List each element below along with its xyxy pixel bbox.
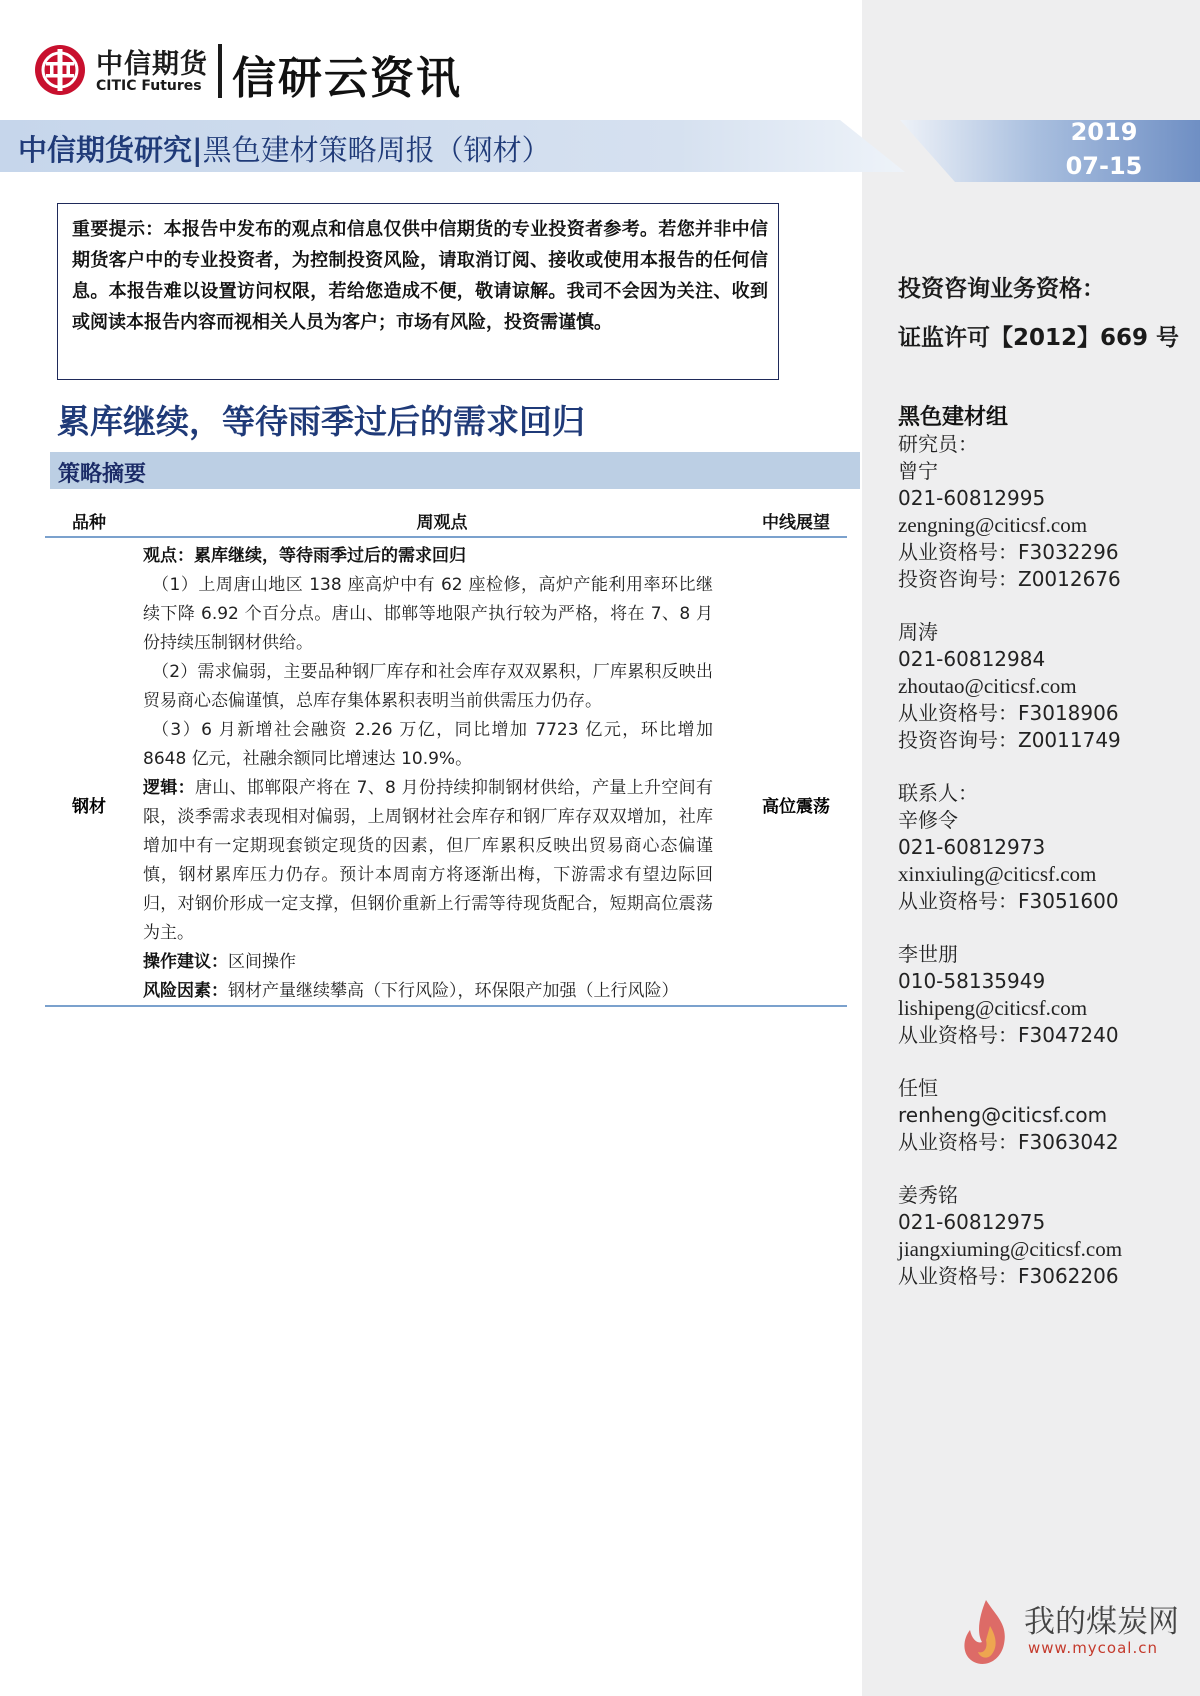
section-header-strategy — [50, 452, 860, 489]
header-weekly-view: 周观点 — [416, 513, 468, 533]
contact-name: 任恒 — [898, 1076, 938, 1100]
risk-line — [143, 977, 713, 1006]
logic-text: 唐山、邯郸限产将在 7、8 月份持续抑制钢材供给，产量上升空间有限，淡季需求表现相对偏弱，上周钢材社会库存和钢厂库存双双增加，社库增加中有一定期现套锁定现货的因素，但厂库累积反映出贸易商心态偏谨慎，钢材累库压力仍存。预计本周南方将逐渐出梅，下游需求有望边际回归，对钢价形成一定支撑，但钢价重新上行需等待现货配合，短期高位震荡为主。 — [143, 778, 713, 943]
researcher-advisory: 投资咨询号：Z0011749 — [898, 728, 1121, 752]
brand-title: 信研云资讯 — [232, 53, 462, 104]
advice-line — [143, 948, 713, 977]
logo-divider — [218, 44, 222, 98]
contact-cert: 从业资格号：F3047240 — [898, 1023, 1119, 1047]
company-name-cn: 中信期货 — [96, 49, 208, 80]
table-header-row — [45, 502, 847, 538]
risk-label: 风险因素： — [143, 981, 228, 1001]
disclaimer-box: 重要提示：本报告中发布的观点和信息仅供中信期货的专业投资者参考。若您并非中信期货客户中的专业投资者，为控制投资风险，请取消订阅、接收或使用本报告的任何信息。本报告难以设置访问权限，若给您造成不便，敬请谅解。我司不会因为关注、收到或阅读本报告内容而视相关人员为客户；市场有风险，投资需谨慎。 — [57, 203, 779, 380]
advice-text: 区间操作 — [228, 952, 296, 972]
researcher-phone: 021-60812995 — [898, 486, 1046, 510]
contact-name: 李世朋 — [898, 942, 958, 966]
site-watermark — [956, 1596, 1186, 1676]
cell-weekly-view — [143, 542, 713, 1006]
researcher-cert: 从业资格号：F3018906 — [898, 701, 1119, 725]
banner-title-main: 中信期货研究 — [18, 133, 193, 167]
cell-outlook: 高位震荡 — [762, 797, 830, 817]
watermark-url: www.mycoal.cn — [1028, 1639, 1158, 1657]
researcher-email: zengning@citicsf.com — [898, 513, 1088, 537]
contact-phone: 010-58135949 — [898, 969, 1046, 993]
flame-logo-icon — [956, 1596, 1018, 1674]
point-1: （1）上周唐山地区 138 座高炉中有 62 座检修，高炉产能利用率环比继续下降 6.92 个百分点。唐山、邯郸等地限产执行较为严格，将在 7、8 月份持续压制钢材供给。 — [143, 575, 713, 653]
contact-cert: 从业资格号：F3051600 — [898, 889, 1119, 913]
header-variety: 品种 — [72, 513, 106, 533]
banner-title-separator: | — [192, 133, 203, 167]
report-date-year: 2019 — [1070, 118, 1138, 146]
qualification-value: 证监许可【2012】669 号 — [898, 325, 1180, 351]
contact-email: lishipeng@citicsf.com — [898, 996, 1088, 1020]
contact-name: 辛修令 — [898, 808, 958, 832]
point-2: （2）需求偏弱，主要品种钢厂库存和社会库存双双累积，厂库累积反映出贸易商心态偏谨慎，总库存集体累积表明当前供需压力仍存。 — [143, 662, 713, 711]
contact-name: 姜秀铭 — [898, 1183, 958, 1207]
researcher-name: 曾宁 — [898, 459, 938, 483]
contact-email: renheng@citicsf.com — [898, 1103, 1108, 1127]
contact-email: xinxiuling@citicsf.com — [898, 862, 1097, 886]
qualification-label: 投资咨询业务资格： — [898, 276, 1105, 302]
view-line — [143, 542, 713, 571]
report-banner — [0, 114, 1200, 184]
researcher-label: 研究员： — [898, 432, 978, 456]
group-name: 黑色建材组 — [898, 405, 1009, 430]
contact-phone: 021-60812975 — [898, 1210, 1046, 1234]
point-3: （3）6 月新增社会融资 2.26 万亿，同比增加 7723 亿元，环比增加 8648 亿元，社融余额同比增速达 10.9%。 — [143, 720, 713, 769]
risk-text: 钢材产量继续攀高（下行风险），环保限产加强（上行风险） — [228, 981, 679, 1001]
advice-label: 操作建议： — [143, 952, 228, 972]
researcher-name: 周涛 — [898, 620, 938, 644]
view-label: 观点： — [143, 546, 194, 566]
view-text: 累库继续，等待雨季过后的需求回归 — [194, 546, 466, 566]
header-outlook: 中线展望 — [762, 513, 830, 533]
logic-label: 逻辑： — [143, 778, 195, 798]
banner-title-sub: 黑色建材策略周报（钢材） — [202, 133, 551, 167]
researcher-email: zhoutao@citicsf.com — [898, 674, 1077, 698]
company-name-en: CITIC Futures — [96, 78, 202, 94]
header-logo — [34, 40, 494, 102]
cell-variety: 钢材 — [72, 797, 106, 817]
sidebar-contacts — [898, 270, 1198, 1290]
contact-label: 联系人： — [898, 781, 978, 805]
researcher-cert: 从业资格号：F3032296 — [898, 540, 1119, 564]
logic-line — [143, 774, 713, 948]
researcher-advisory: 投资咨询号：Z0012676 — [898, 567, 1121, 591]
contact-email: jiangxiuming@citicsf.com — [898, 1237, 1123, 1261]
strategy-table — [45, 502, 847, 1007]
contact-cert: 从业资格号：F3063042 — [898, 1130, 1119, 1154]
report-date-month-day: 07-15 — [1065, 152, 1143, 180]
citic-seal-icon — [34, 44, 86, 96]
contact-phone: 021-60812973 — [898, 835, 1046, 859]
table-row — [45, 538, 847, 1007]
banner-title — [18, 128, 551, 169]
contact-cert: 从业资格号：F3062206 — [898, 1264, 1119, 1288]
section-title: 策略摘要 — [58, 462, 147, 487]
watermark-site-name: 我的煤炭网 — [1024, 1604, 1179, 1640]
report-headline: 累库继续，等待雨季过后的需求回归 — [57, 402, 585, 441]
researcher-phone: 021-60812984 — [898, 647, 1046, 671]
